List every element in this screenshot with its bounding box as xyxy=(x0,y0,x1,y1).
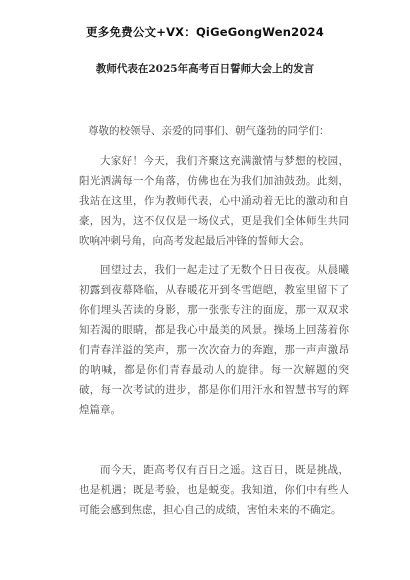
paragraph-3: 而今天，距高考仅有百日之遥。这百日，既是挑战，也是机遇；既是考验，也是蜕变。我知道，你们中有些人可能会感到焦虑，担心自己的成绩，害怕未来的不确定。 xyxy=(79,464,349,516)
paragraph-2: 回望过去，我们一起走过了无数个日日夜夜。从晨曦初露到夜幕降临，从春暖花开到冬雪皑皑，教室里留下了你们埋头苦读的身影，那一张张专注的面庞，那一双双求知若渴的眼睛，都是我心中最美的风景。操场上回荡着你们青春洋溢的笑声，那一次次奋力的奔跑，那一声声激昂的呐喊，都是你们青春最动人的旋律。每一次解题的突破，每一次考试的进步，都是你们用汗水和智慧书写的辉煌篇章。 xyxy=(79,264,349,416)
paragraph-1: 大家好！今天，我们齐聚这充满激情与梦想的校园，阳光洒满每一个角落，仿佛也在为我们加油鼓劲。此刻，我站在这里，作为教师代表，心中涌动着无比的激动和自豪，因为，这不仅仅是一场仪式，更是我们全体师生共同吹响冲刺号角，向高考发起最后冲锋的誓师大会。 xyxy=(79,155,349,247)
promo-banner: 更多免费公文+VX：QiGeGongWen2024 xyxy=(86,25,324,39)
greeting-line: 尊敬的校领导、亲爱的同事们、朝气蓬勃的同学们： xyxy=(88,125,330,137)
document-title: 教师代表在2025年高考百日誓师大会上的发言 xyxy=(95,63,315,75)
